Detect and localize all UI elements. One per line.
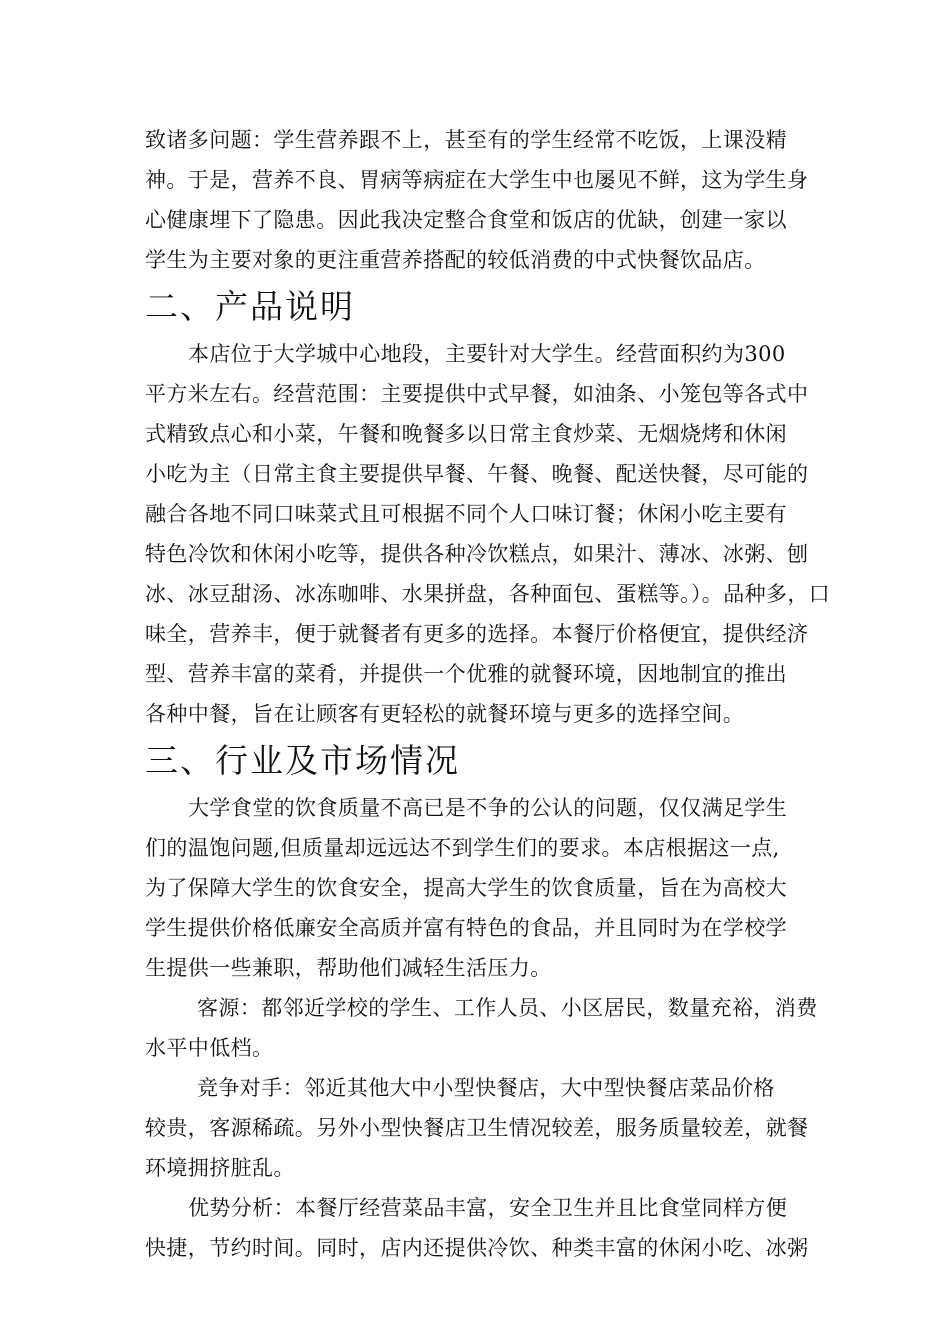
advantage-paragraph <box>145 1188 807 1268</box>
text-line: 快捷，节约时间。同时，店内还提供冷饮、种类丰富的休闲小吃、冰粥 <box>145 1236 809 1260</box>
text-line: 本店位于大学城中心地段，主要针对大学生。经营面积约为300 <box>188 342 786 366</box>
text-line: 平方米左右。经营范围：主要提供中式早餐，如油条、小笼包等各式中 <box>145 382 809 406</box>
text-line: 学生为主要对象的更注重营养搭配的较低消费的中式快餐饮品店。 <box>145 248 766 272</box>
text-line: 们的温饱问题,但质量却远远达不到学生们的要求。本店根据这一点, <box>145 836 780 860</box>
text-line: 小吃为主（日常主食主要提供早餐、午餐、晚餐、配送快餐，尽可能的 <box>145 462 809 486</box>
text-line: 味全，营养丰，便于就餐者有更多的选择。本餐厅价格便宜，提供经济 <box>145 622 809 646</box>
text-line: 较贵，客源稀疏。另外小型快餐店卫生情况较差，服务质量较差，就餐 <box>145 1116 809 1140</box>
section-heading-product: 二、产品说明 <box>145 287 355 326</box>
text-line: 各种中餐，旨在让顾客有更轻松的就餐环境与更多的选择空间。 <box>145 702 745 726</box>
text-line: 心健康埋下了隐患。因此我决定整合食堂和饭店的优缺，创建一家以 <box>145 208 787 232</box>
document-page <box>145 120 831 1268</box>
text-line: 竞争对手：邻近其他大中小型快餐店，大中型快餐店菜品价格 <box>197 1076 775 1100</box>
text-line: 式精致点心和小菜，午餐和晚餐多以日常主食炒菜、无烟烧烤和休闲 <box>145 422 787 446</box>
product-paragraph <box>145 334 831 734</box>
competitor-paragraph <box>145 1068 807 1188</box>
text-line: 大学食堂的饮食质量不高已是不争的公认的问题，仅仅满足学生 <box>188 796 788 820</box>
text-line: 优势分析：本餐厅经营菜品丰富，安全卫生并且比食堂同样方便 <box>188 1196 788 1220</box>
market-paragraph <box>145 788 807 988</box>
text-line: 生提供一些兼职，帮助他们减轻生活压力。 <box>145 956 552 980</box>
section-heading-market: 三、行业及市场情况 <box>145 741 460 780</box>
text-line: 神。于是，营养不良、胃病等病症在大学生中也屡见不鲜，这为学生身 <box>145 168 809 192</box>
text-line: 客源：都邻近学校的学生、工作人员、小区居民，数量充裕，消费 <box>197 996 818 1020</box>
text-line: 环境拥挤脏乱。 <box>145 1156 295 1180</box>
text-line: 冰、冰豆甜汤、冰冻咖啡、水果拼盘，各种面包、蛋糕等。）。品种多，口 <box>145 582 831 606</box>
text-line: 学生提供价格低廉安全高质并富有特色的食品，并且同时为在学校学 <box>145 916 787 940</box>
text-line: 为了保障大学生的饮食安全，提高大学生的饮食质量，旨在为高校大 <box>145 876 787 900</box>
text-line: 致诸多问题：学生营养跟不上，甚至有的学生经常不吃饭，上课没精 <box>145 128 787 152</box>
customer-paragraph <box>145 988 818 1068</box>
text-line: 型、营养丰富的菜肴，并提供一个优雅的就餐环境，因地制宜的推出 <box>145 662 787 686</box>
text-line: 特色冷饮和休闲小吃等，提供各种冷饮糕点，如果汁、薄冰、冰粥、刨 <box>145 542 809 566</box>
text-line: 融合各地不同口味菜式且可根据不同个人口味订餐；休闲小吃主要有 <box>145 502 787 526</box>
text-line: 水平中低档。 <box>145 1036 274 1060</box>
intro-paragraph <box>145 120 807 280</box>
